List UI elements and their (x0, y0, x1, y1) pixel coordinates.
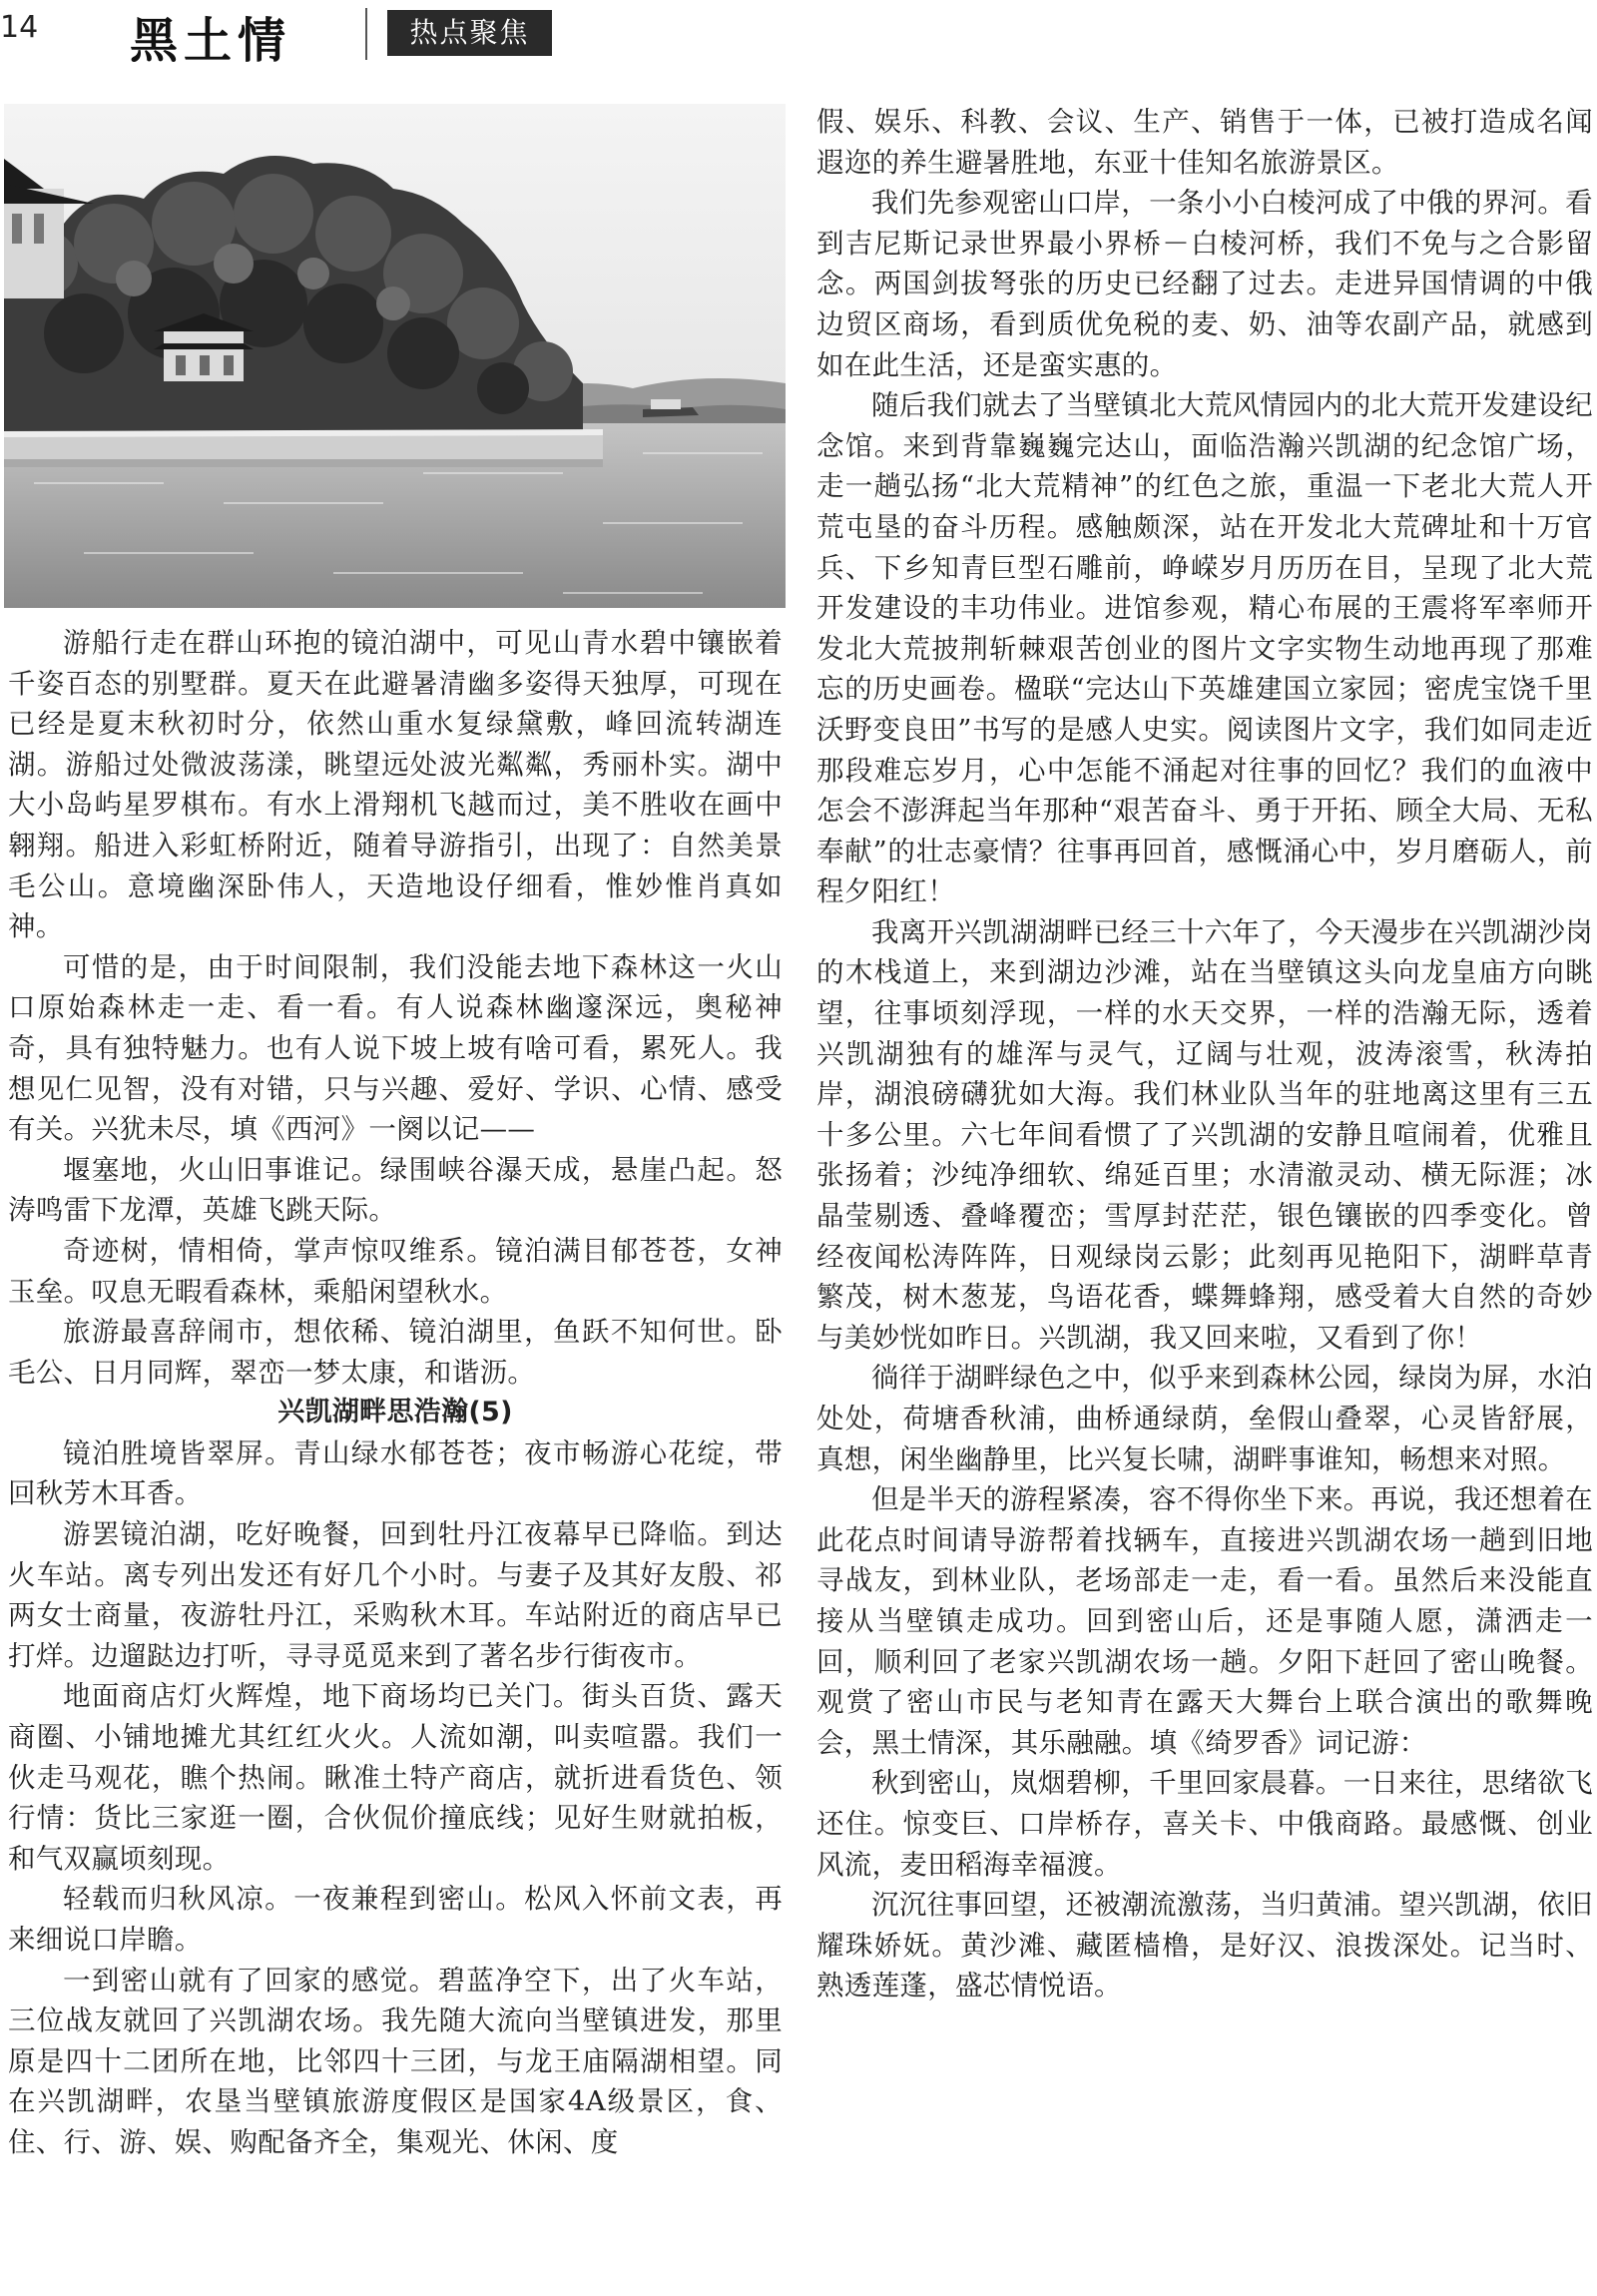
paragraph: 我离开兴凯湖湖畔已经三十六年了，今天漫步在兴凯湖沙岗的木栈道上，来到湖边沙滩，站在当壁镇这头向龙皇庙方向眺望，往事顷刻浮现，一样的水天交界，一样的浩瀚无际，透着兴凯湖独有的雄浑与灵气，辽阔与壮观，波涛滚雪，秋涛拍岸，湖浪磅礴犹如大海。我们林业队当年的驻地离这里有三五十多公里。六七年间看惯了了兴凯湖的安静且喧闹着，优雅且张扬着；沙纯净细软、绵延百里；水清澈灵动、横无际涯；冰晶莹剔透、叠峰覆峦；雪厚封茫茫，银色镶嵌的四季变化。曾经夜闻松涛阵阵，日观绿岗云影；此刻再见艳阳下，湖畔草青繁茂，树木葱茏，鸟语花香，蝶舞蜂翔，感受着大自然的奇妙与美妙恍如昨日。兴凯湖，我又回来啦，又看到了你！ (816, 915, 1593, 1354)
poem-stanza: 旅游最喜辞闹市，想依稀、镜泊湖里，鱼跃不知何世。卧毛公、日月同辉，翠峦一梦太康，和谐沥。 (8, 1316, 783, 1389)
paragraph: 可惜的是，由于时间限制，我们没能去地下森林这一火山口原始森林走一走、看一看。有人说森林幽邃深远，奥秘神奇，具有独特魅力。也有人说下坡上坡有啥可看，累死人。我想见仁见智，没有对错，只与兴趣、爱好、学识、心情、感受有关。兴犹未尽，填《西河》一阕以记—— (8, 950, 783, 1146)
page-number: 14 (0, 10, 39, 45)
poem-stanza: 奇迹树，情相倚，掌声惊叹维系。镜泊满目郁苍苍，女神玉垒。叹息无暇看森林，乘船闲望秋水。 (8, 1234, 783, 1308)
paragraph: 游船行走在群山环抱的镜泊湖中，可见山青水碧中镶嵌着千姿百态的别墅群。夏天在此避暑清幽多姿得天独厚，可现在已经是夏末秋初时分，依然山重水复绿黛敷，峰回流转湖连湖。游船过处微波荡漾，眺望远处波光粼粼，秀丽朴实。湖中大小岛屿星罗棋布。有水上滑翔机飞越而过，美不胜收在画中翱翔。船进入彩虹桥附近，随着导游指引，出现了：自然美景毛公山。意境幽深卧伟人，天造地设仔细看，惟妙惟肖真如神。 (8, 627, 783, 943)
paragraph: 游罢镜泊湖，吃好晚餐，回到牡丹江夜幕早已降临。到达火车站。离专列出发还有好几个小时。与妻子及其好友殷、祁两女士商量，夜游牡丹江，采购秋木耳。车站附近的商店早已打烊。边遛跶边打听，寻寻觅觅来到了著名步行街夜市。 (8, 1518, 783, 1672)
paragraph: 镜泊胜境皆翠屏。青山绿水郁苍苍；夜市畅游心花绽，带回秋芳木耳香。 (8, 1436, 783, 1510)
paragraph: 我们先参观密山口岸，一条小小白棱河成了中俄的界河。看到吉尼斯记录世界最小界桥－白棱河桥，我们不免与之合影留念。两国剑拔弩张的历史已经翻了过去。走进异国情调的中俄边贸区商场，看到质优免税的麦、奶、油等农副产品，就感到如在此生活，还是蛮实惠的。 (816, 187, 1593, 381)
masthead-logo: 黑土情 (130, 13, 292, 69)
paragraph: 徜徉于湖畔绿色之中，似乎来到森林公园，绿岗为屏，水泊处处，荷塘香秋浦，曲桥通绿荫，垒假山叠翠，心灵皆舒展，真想，闲坐幽静里，比兴复长啸，湖畔事谁知，畅想来对照。 (816, 1362, 1593, 1475)
paragraph: 地面商店灯火辉煌，地下商场均已关门。街头百货、露天商圈、小铺地摊尤其红红火火。人流如潮，叫卖喧嚣。我们一伙走马观花，瞧个热闹。瞅准土特产商店，就折进看货色、领行情：货比三家逛一圈，合伙侃价撞底线；见好生财就拍板，和气双赢顷刻现。 (8, 1680, 783, 1875)
paragraph-continued: 假、娱乐、科教、会议、生产、销售于一体，已被打造成名闻遐迩的养生避暑胜地，东亚十佳知名旅游景区。 (816, 106, 1593, 179)
paragraph: 一到密山就有了回家的感觉。碧蓝净空下，出了火车站，三位战友就回了兴凯湖农场。我先随大流向当壁镇进发，那里原是四十二团所在地，比邻四十三团，与龙王庙隔湖相望。同在兴凯湖畔，农垦当壁镇旅游度假区是国家4A级景区，食、住、行、游、娱、购配备齐全，集观光、休闲、度 (8, 1964, 783, 2158)
poem-stanza: 秋到密山，岚烟碧柳，千里回家晨暮。一日来往，思绪欲飞还住。惊变巨、口岸桥存，喜关卡、中俄商路。最感慨、创业风流，麦田稻海幸福渡。 (816, 1767, 1593, 1881)
article-column-left (8, 623, 783, 2296)
lake-scene-illustration (4, 104, 786, 608)
header-divider (365, 8, 367, 60)
paragraph: 轻载而归秋风凉。一夜兼程到密山。松风入怀前文表，再来细说口岸瞻。 (8, 1883, 783, 1956)
poem-stanza: 沉沉往事回望，还被潮流激荡，当归黄浦。望兴凯湖，依旧耀珠娇妩。黄沙滩、藏匿樯橹，是好汉、浪拨深处。记当时、熟透莲蓬，盛芯情悦语。 (816, 1889, 1593, 2003)
paragraph: 随后我们就去了当壁镇北大荒风情园内的北大荒开发建设纪念馆。来到背靠巍巍完达山，面临浩瀚兴凯湖的纪念馆广场，走一趟弘扬“北大荒精神”的红色之旅，重温一下老北大荒人开荒屯垦的奋斗历程。感触颇深，站在开发北大荒碑址和十万官兵、下乡知青巨型石雕前，峥嵘岁月历历在目，呈现了北大荒开发建设的丰功伟业。进馆参观，精心布展的王震将军率师开发北大荒披荆斩棘艰苦创业的图片文字实物生动地再现了那难忘的历史画卷。楹联“完达山下英雄建国立家园；密虎宝饶千里沃野变良田”书写的是感人史实。阅读图片文字，我们如同走近那段难忘岁月，心中怎能不涌起对往事的回忆？我们的血液中怎会不澎湃起当年那种“艰苦奋斗、勇于开拓、顾全大局、无私奉献”的壮志豪情？往事再回首，感慨涌心中，岁月磨砺人，前程夕阳红！ (816, 389, 1593, 908)
paragraph: 但是半天的游程紧凑，容不得你坐下来。再说，我还想着在此花点时间请导游帮着找辆车，直接进兴凯湖农场一趟到旧地寻战友，到林业队，老场部走一走，看一看。虽然后来没能直接从当壁镇走成功。回到密山后，还是事随人愿，潇洒走一回，顺利回了老家兴凯湖农场一趟。夕阳下赶回了密山晚餐。观赏了密山市民与老知青在露天大舞台上联合演出的歌舞晚会，黑土情深，其乐融融。填《绮罗香》词记游： (816, 1483, 1593, 1759)
article-column-right (816, 102, 1593, 2296)
lake-photo (4, 104, 786, 608)
section-badge: 热点聚焦 (387, 10, 552, 56)
section-subheading: 兴凯湖畔思浩瀚(5) (277, 1397, 513, 1429)
poem-stanza: 堰塞地，火山旧事谁记。绿围峡谷瀑天成，悬崖凸起。怒涛鸣雷下龙潭，英雄飞跳天际。 (8, 1153, 783, 1227)
